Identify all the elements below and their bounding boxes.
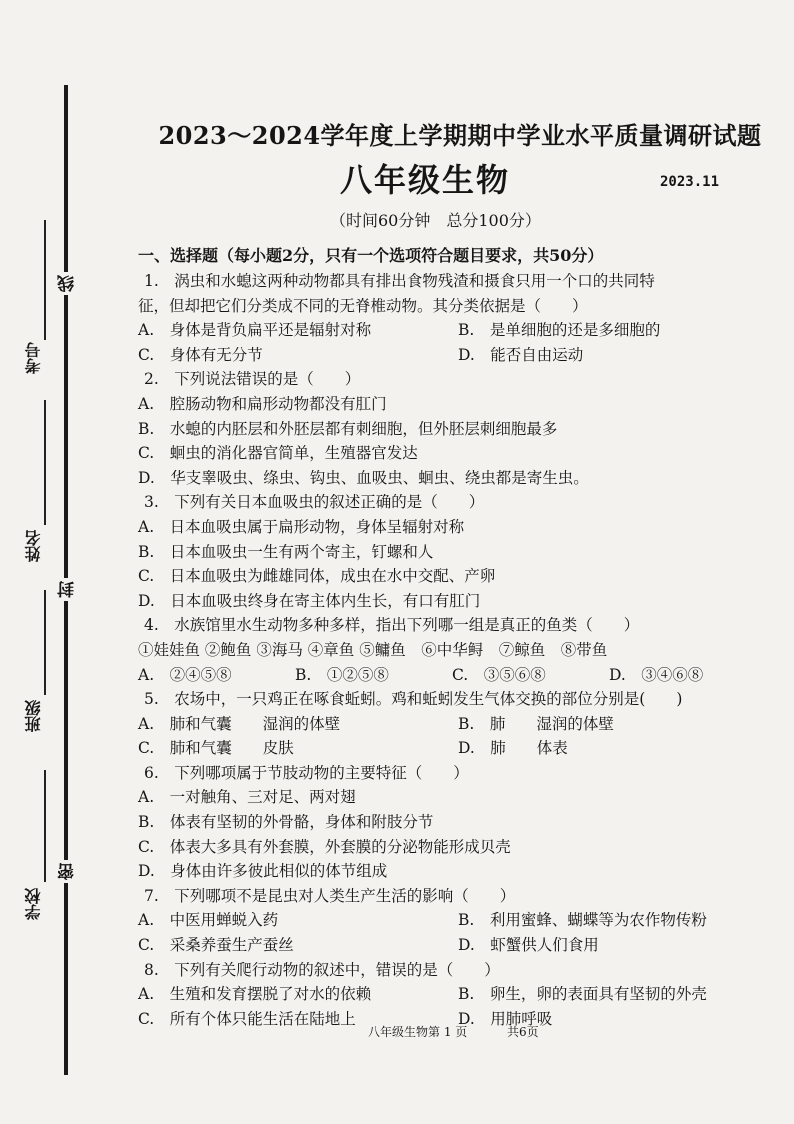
seal-word-mi: 密 (55, 860, 80, 883)
q7-option-c: C. 采桑养蚕生产蚕丝 (138, 936, 294, 955)
section-heading: 一、选择题（每小题2分，只有一个选项符合题目要求，共50分） (138, 246, 604, 265)
q5-option-a: A. 肺和气囊 湿润的体壁 (138, 714, 341, 733)
q5-options-row2 (138, 736, 768, 761)
q5-option-c: C. 肺和气囊 皮肤 (138, 739, 294, 758)
q1-options-row1 (138, 318, 768, 343)
seal-word-xian: 线 (55, 272, 80, 295)
footer-total-pages: 共6页 (507, 1025, 539, 1039)
q1-option-d: D. 能否自由运动 (458, 345, 584, 364)
field-rule-class (44, 590, 46, 695)
q1-stem-line2: 征，但却把它们分类成不同的无脊椎动物。其分类依据是（ ） (138, 296, 588, 315)
field-label-exam-number: 考号 (24, 342, 43, 374)
q4-option-c: C. ③⑤⑥⑧ (452, 665, 546, 684)
q3-option-a: A. 日本血吸虫属于扁形动物，身体呈辐射对称 (138, 517, 465, 536)
q1-option-a: A. 身体是背负扁平还是辐射对称 (138, 321, 372, 340)
field-rule-school (44, 770, 46, 882)
seal-word-feng: 封 (55, 578, 80, 601)
field-rule-exam-number (44, 220, 46, 340)
q8-option-b: B. 卵生，卵的表面具有坚韧的外壳 (458, 985, 707, 1004)
q5-option-d: D. 肺 体表 (458, 739, 568, 758)
exam-date: 2023.11 (660, 174, 720, 190)
q7-options-row2 (138, 933, 768, 958)
q7-option-d: D. 虾蟹供人们食用 (458, 936, 599, 955)
q7-option-b: B. 利用蜜蜂、蝴蝶等为农作物传粉 (458, 911, 707, 930)
q4-option-d: D. ③④⑥⑧ (609, 665, 704, 684)
footer-page-number: 八年级生物第 1 页 (368, 1025, 468, 1039)
q5-option-b: B. 肺 湿润的体壁 (458, 714, 614, 733)
field-label-name: 姓名 (24, 530, 43, 562)
q6-option-d: D. 身体由许多彼此相似的体节组成 (138, 862, 388, 881)
q4-items: ①娃娃鱼 ②鲍鱼 ③海马 ④章鱼 ⑤鳙鱼 ⑥中华鲟 ⑦鲸鱼 ⑧带鱼 (138, 640, 608, 659)
field-label-class: 班级 (24, 700, 43, 732)
q2-option-b: B. 水螅的内胚层和外胚层都有刺细胞，但外胚层刺细胞最多 (138, 419, 558, 438)
q1-option-c: C. 身体有无分节 (138, 345, 263, 364)
q3-stem: 3. 下列有关日本血吸虫的叙述正确的是（ ） (144, 493, 485, 512)
question-content (138, 243, 768, 1031)
q1-stem-line1: 1. 涡虫和水螅这两种动物都具有排出食物残渣和摄食只用一个口的共同特 (144, 272, 655, 290)
q2-option-a: A. 腔肠动物和扁形动物都没有肛门 (138, 394, 387, 413)
q6-option-b: B. 体表有坚韧的外骨骼，身体和附肢分节 (138, 813, 434, 832)
q4-stem: 4. 水族馆里水生动物多种多样，指出下列哪一组是真正的鱼类（ ） (144, 616, 640, 635)
q1-options-row2 (138, 343, 768, 368)
q6-option-a: A. 一对触角、三对足、两对翅 (138, 788, 356, 807)
q6-stem: 6. 下列哪项属于节肢动物的主要特征（ ） (144, 763, 469, 782)
q7-option-a: A. 中医用蝉蜕入药 (138, 911, 279, 930)
q3-option-b: B. 日本血吸虫一生有两个寄主，钉螺和人 (138, 542, 434, 561)
exam-subject: 八年级生物 (340, 161, 511, 199)
q2-option-d: D. 华支睾吸虫、绦虫、钩虫、血吸虫、蛔虫、绕虫都是寄生虫。 (138, 468, 589, 487)
q1-option-b: B. 是单细胞的还是多细胞的 (458, 321, 661, 340)
q4-options-row (138, 663, 768, 688)
q8-option-c: C. 所有个体只能生活在陆地上 (138, 1009, 356, 1028)
exam-time-score: （时间60分钟 总分100分） (330, 211, 541, 230)
exam-title: 2023～2024学年度上学期期中学业水平质量调研试题 (158, 121, 762, 150)
q3-option-c: C. 日本血吸虫为雌雄同体，成虫在水中交配、产卵 (138, 567, 496, 586)
q8-option-a: A. 生殖和发育摆脱了对水的依赖 (138, 985, 372, 1004)
field-rule-name (44, 400, 46, 525)
q4-option-b: B. ①②⑤⑧ (295, 665, 389, 684)
q8-stem: 8. 下列有关爬行动物的叙述中，错误的是（ ） (144, 960, 500, 979)
q5-stem: 5. 农场中，一只鸡正在啄食蚯蚓。鸡和蚯蚓发生气体交换的部位分别是( ) (144, 690, 683, 709)
q3-option-d: D. 日本血吸虫终身在寄主体内生长，有口有肛门 (138, 591, 481, 610)
q8-options-row1 (138, 982, 768, 1007)
field-label-school: 学校 (24, 888, 43, 920)
q7-stem: 7. 下列哪项不是昆虫对人类生产生活的影响（ ） (144, 886, 516, 905)
q5-options-row1 (138, 712, 768, 737)
q2-option-c: C. 蛔虫的消化器官简单，生殖器官发达 (138, 444, 418, 463)
q6-option-c: C. 体表大多具有外套膜，外套膜的分泌物能形成贝壳 (138, 837, 511, 856)
q4-option-a: A. ②④⑤⑧ (138, 665, 232, 684)
q8-option-d: D. 用肺呼吸 (458, 1009, 553, 1028)
q2-stem: 2. 下列说法错误的是（ ） (144, 370, 361, 389)
q7-options-row1 (138, 908, 768, 933)
